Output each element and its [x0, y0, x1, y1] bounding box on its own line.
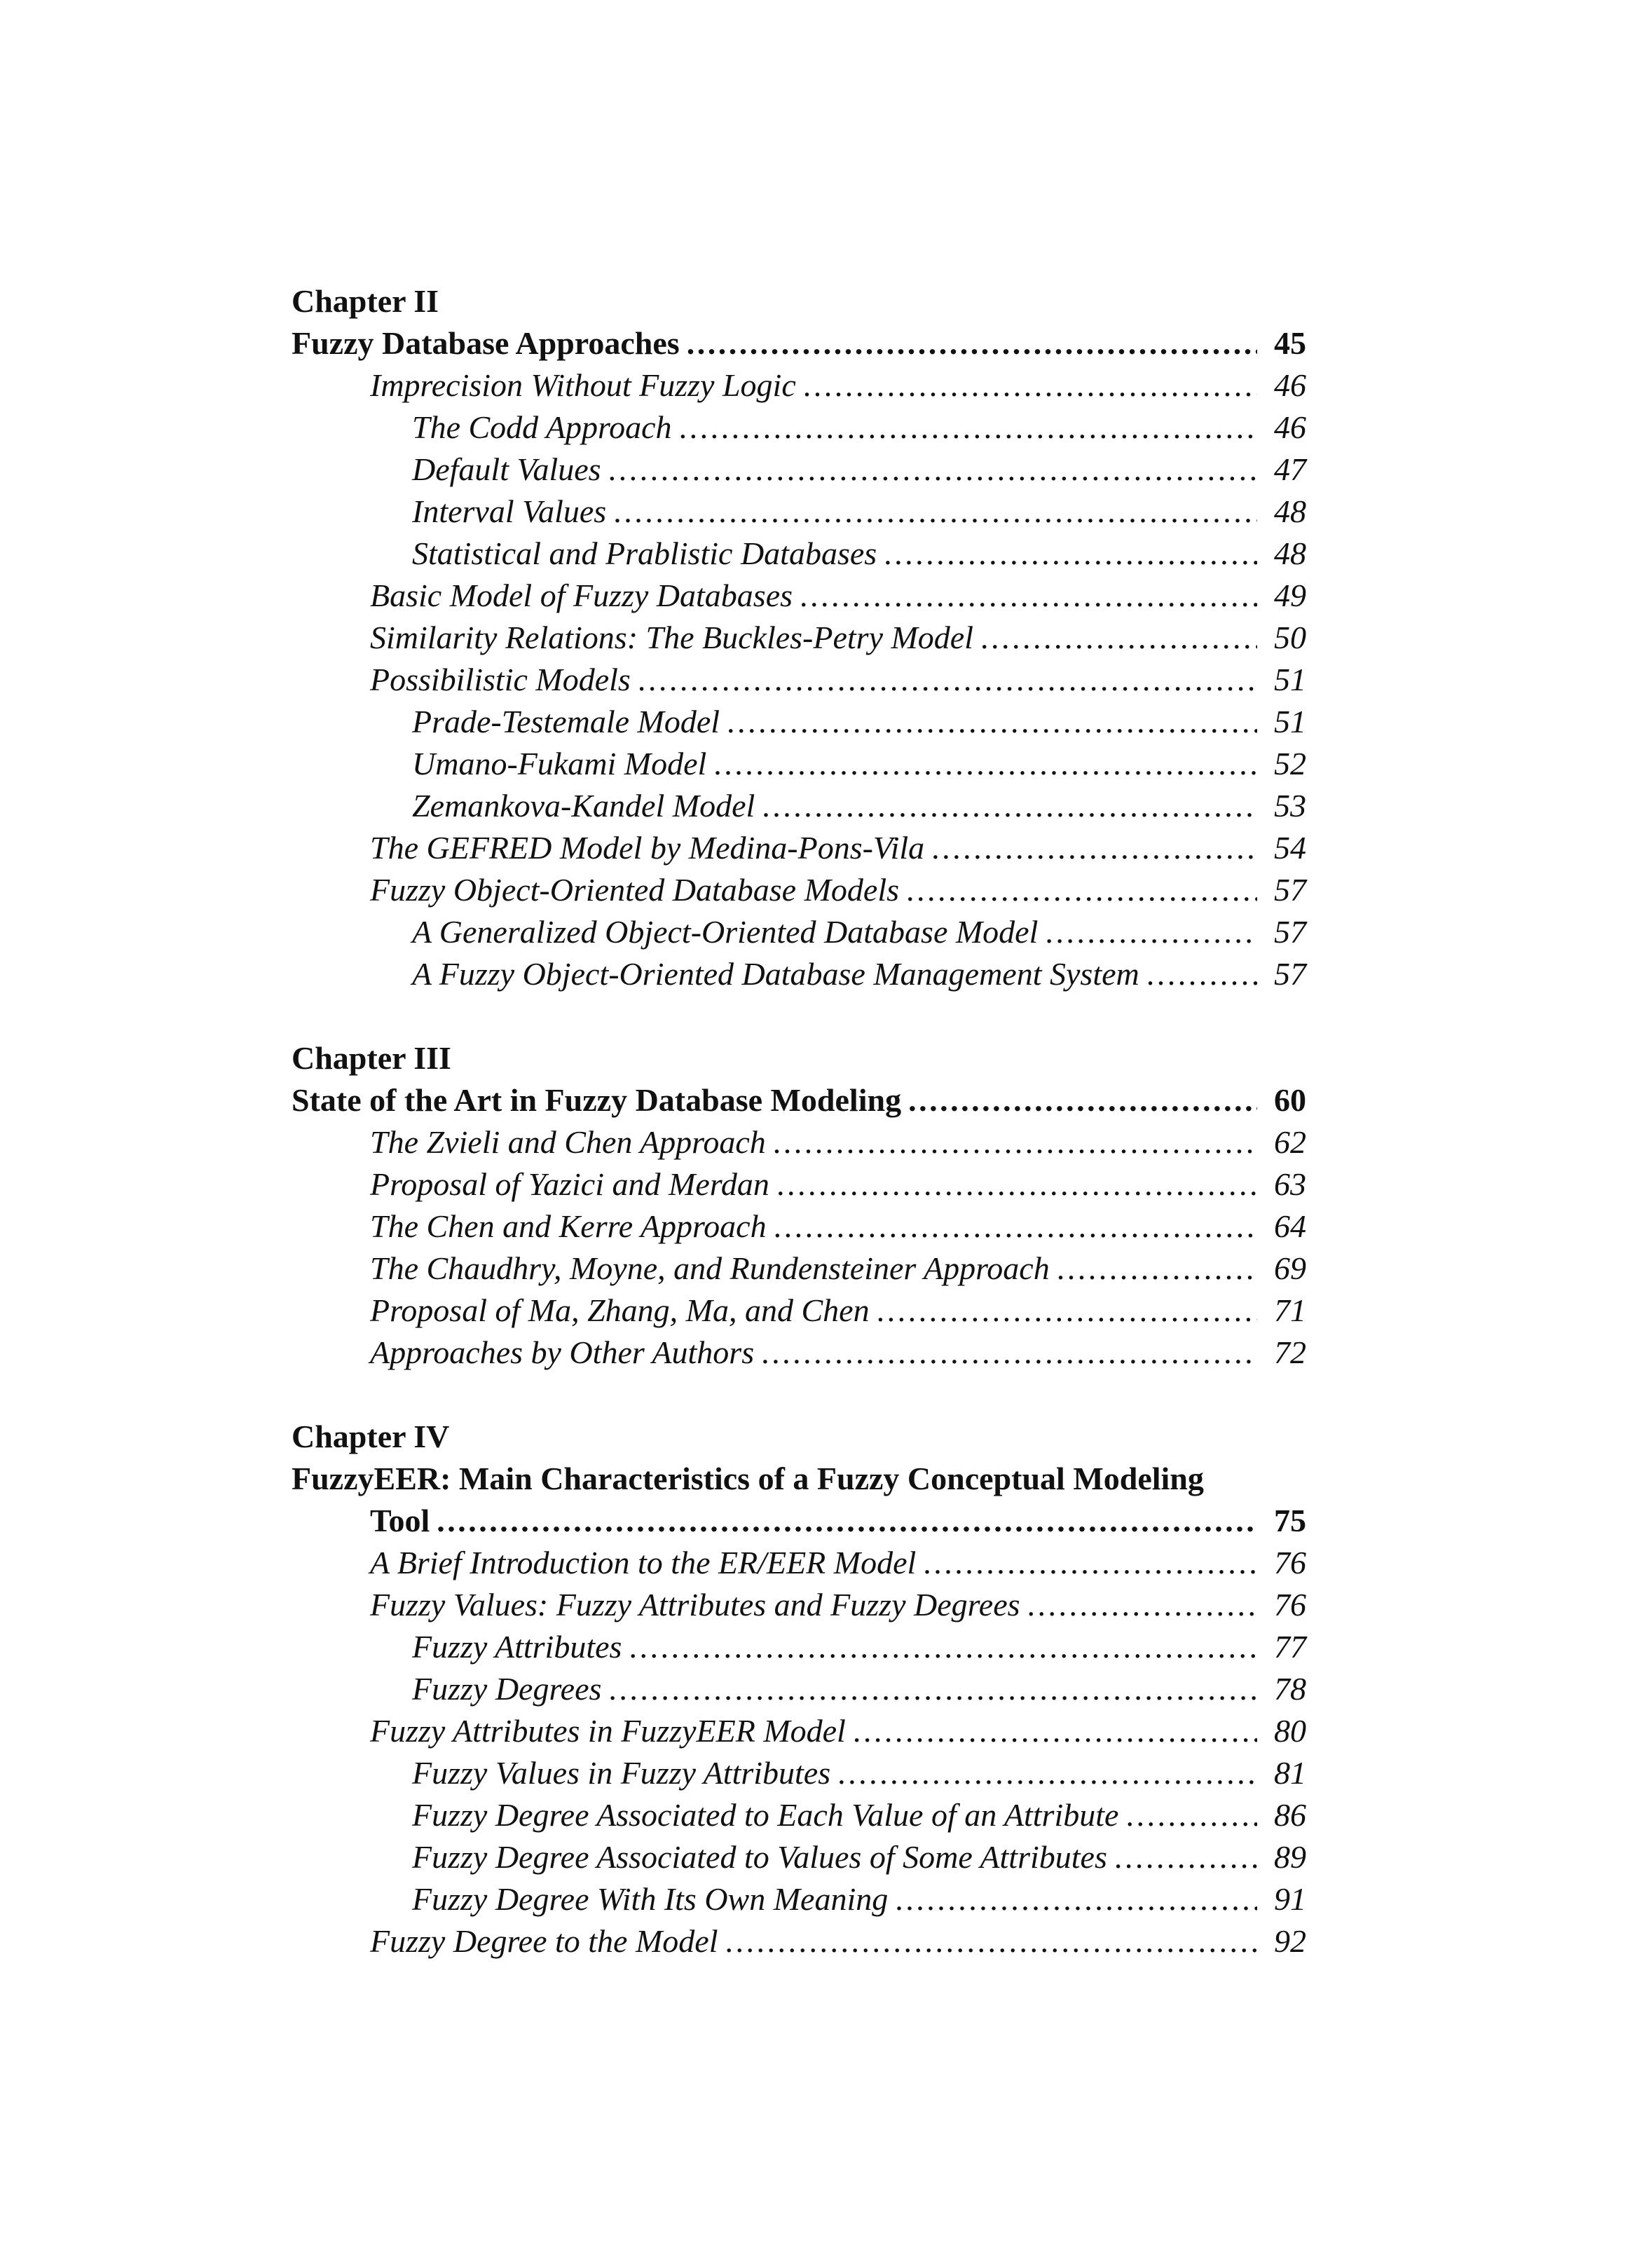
toc-entry[interactable] — [292, 1542, 1306, 1584]
toc-entry[interactable] — [292, 491, 1306, 533]
entry-title: Default Values — [412, 451, 601, 487]
page-number: 51 — [1274, 704, 1306, 739]
entry-title: Approaches by Other Authors — [370, 1334, 755, 1370]
dot-leader — [761, 1332, 1257, 1374]
entry-title: Fuzzy Degree With Its Own Meaning — [412, 1881, 889, 1917]
toc-entry[interactable] — [292, 1248, 1306, 1290]
toc-entry[interactable] — [292, 701, 1306, 743]
entry-title: Fuzzy Values: Fuzzy Attributes and Fuzzy Degrees — [370, 1587, 1020, 1623]
toc-entry[interactable] — [292, 1920, 1306, 1962]
dot-leader — [638, 659, 1257, 701]
dot-leader — [727, 701, 1257, 743]
toc-entry[interactable] — [292, 743, 1306, 785]
entry-title: The Zvieli and Chen Approach — [370, 1124, 766, 1160]
dot-leader — [773, 1121, 1257, 1163]
chapter-title-continued: Tool — [370, 1503, 430, 1538]
page-number: 80 — [1274, 1713, 1306, 1749]
toc-entry[interactable] — [292, 1163, 1306, 1205]
entry-title: Proposal of Ma, Zhang, Ma, and Chen — [370, 1292, 870, 1328]
dot-leader — [895, 1878, 1257, 1920]
chapter-title-row[interactable] — [292, 1500, 1306, 1542]
dot-leader — [1146, 953, 1257, 995]
chapter-title: State of the Art in Fuzzy Database Modeling — [292, 1082, 902, 1118]
page-number: 49 — [1274, 578, 1306, 613]
entry-title: The GEFRED Model by Medina-Pons-Vila — [370, 830, 925, 866]
toc-entry[interactable] — [292, 364, 1306, 407]
page-number: 45 — [1274, 325, 1306, 361]
toc-entry[interactable] — [292, 1626, 1306, 1668]
page-number: 46 — [1274, 367, 1306, 403]
chapter-title: Fuzzy Database Approaches — [292, 325, 680, 361]
dot-leader — [1114, 1836, 1257, 1878]
page-number: 75 — [1274, 1503, 1306, 1538]
toc-entry[interactable] — [292, 911, 1306, 953]
dot-leader — [877, 1290, 1257, 1332]
entry-title: Fuzzy Degree Associated to Values of Some Attributes — [412, 1839, 1107, 1875]
chapter-label: Chapter III — [292, 1040, 451, 1076]
dot-leader — [687, 322, 1257, 364]
toc-entry[interactable] — [292, 617, 1306, 659]
dot-leader — [1027, 1584, 1257, 1626]
page-number: 78 — [1274, 1671, 1306, 1707]
page-number: 54 — [1274, 830, 1306, 866]
dot-leader — [713, 743, 1257, 785]
dot-leader — [1045, 911, 1257, 953]
dot-leader — [1125, 1794, 1257, 1836]
page-number: 52 — [1274, 746, 1306, 781]
page-number: 53 — [1274, 788, 1306, 824]
dot-leader — [980, 617, 1257, 659]
page-number: 51 — [1274, 662, 1306, 697]
page-number: 63 — [1274, 1166, 1306, 1202]
dot-leader — [608, 449, 1257, 491]
dot-leader — [613, 491, 1257, 533]
entry-title: A Generalized Object-Oriented Database Model — [412, 914, 1039, 950]
page-number: 48 — [1274, 535, 1306, 571]
toc-entry[interactable] — [292, 1290, 1306, 1332]
toc-entry[interactable] — [292, 1584, 1306, 1626]
chapter-label: Chapter IV — [292, 1419, 450, 1454]
chapter-title-row[interactable] — [292, 1079, 1306, 1121]
dot-leader — [1057, 1248, 1257, 1290]
entry-title: The Chaudhry, Moyne, and Rundensteiner Approach — [370, 1250, 1050, 1286]
toc-entry[interactable] — [292, 1205, 1306, 1248]
dot-leader — [884, 533, 1257, 575]
chapter-iii — [292, 1037, 1306, 1374]
entry-title: Possibilistic Models — [370, 662, 631, 697]
page-number: 62 — [1274, 1124, 1306, 1160]
page-number: 46 — [1274, 409, 1306, 445]
toc-entry[interactable] — [292, 1878, 1306, 1920]
toc-entry[interactable] — [292, 407, 1306, 449]
entry-title: Fuzzy Degree Associated to Each Value of an Attribute — [412, 1797, 1119, 1833]
dot-leader — [679, 407, 1257, 449]
toc-entry[interactable] — [292, 869, 1306, 911]
page-number: 71 — [1274, 1292, 1306, 1328]
entry-title: Fuzzy Values in Fuzzy Attributes — [412, 1755, 831, 1791]
entry-title: Umano-Fukami Model — [412, 746, 707, 781]
entry-title: Fuzzy Attributes — [412, 1629, 622, 1665]
page-number: 69 — [1274, 1250, 1306, 1286]
entry-title: Basic Model of Fuzzy Databases — [370, 578, 793, 613]
toc-entry[interactable] — [292, 659, 1306, 701]
entry-title: Imprecision Without Fuzzy Logic — [370, 367, 796, 403]
entry-title: Fuzzy Attributes in FuzzyEER Model — [370, 1713, 846, 1749]
dot-leader — [437, 1500, 1257, 1542]
page-number: 77 — [1274, 1629, 1306, 1665]
entry-title: The Chen and Kerre Approach — [370, 1208, 767, 1244]
page-number: 89 — [1274, 1839, 1306, 1875]
toc-entry[interactable] — [292, 1710, 1306, 1752]
toc-entry[interactable] — [292, 449, 1306, 491]
dot-leader — [774, 1205, 1257, 1248]
page-number: 50 — [1274, 620, 1306, 655]
chapter-label: Chapter II — [292, 283, 439, 319]
page-number: 48 — [1274, 493, 1306, 529]
toc-entry[interactable] — [292, 1794, 1306, 1836]
page-number: 72 — [1274, 1334, 1306, 1370]
toc-entry[interactable] — [292, 1121, 1306, 1163]
dot-leader — [931, 827, 1257, 869]
entry-title: A Fuzzy Object-Oriented Database Management System — [412, 956, 1139, 992]
toc-entry[interactable] — [292, 533, 1306, 575]
entry-title: Zemankova-Kandel Model — [412, 788, 755, 824]
entry-title: A Brief Introduction to the ER/EER Model — [370, 1545, 917, 1580]
page-number: 86 — [1274, 1797, 1306, 1833]
page-number: 64 — [1274, 1208, 1306, 1244]
page-number: 92 — [1274, 1923, 1306, 1959]
entry-title: Statistical and Prablistic Databases — [412, 535, 877, 571]
dot-leader — [629, 1626, 1257, 1668]
dot-leader — [762, 785, 1257, 827]
toc-entry[interactable] — [292, 953, 1306, 995]
entry-title: The Codd Approach — [412, 409, 672, 445]
dot-leader — [837, 1752, 1257, 1794]
toc-entry[interactable] — [292, 827, 1306, 869]
dot-leader — [906, 869, 1257, 911]
chapter-title-row[interactable] — [292, 322, 1306, 364]
dot-leader — [853, 1710, 1257, 1752]
toc-entry[interactable] — [292, 1668, 1306, 1710]
entry-title: Fuzzy Degree to the Model — [370, 1923, 718, 1959]
dot-leader — [608, 1668, 1257, 1710]
page-number: 47 — [1274, 451, 1306, 487]
dot-leader — [923, 1542, 1257, 1584]
dot-leader — [803, 364, 1257, 407]
table-of-contents — [292, 280, 1306, 2004]
page-number: 60 — [1274, 1082, 1306, 1118]
entry-title: Fuzzy Object-Oriented Database Models — [370, 872, 900, 908]
toc-entry[interactable] — [292, 1332, 1306, 1374]
toc-entry[interactable] — [292, 785, 1306, 827]
entry-title: Prade-Testemale Model — [412, 704, 720, 739]
entry-title: Fuzzy Degrees — [412, 1671, 602, 1707]
page-number: 57 — [1274, 956, 1306, 992]
dot-leader — [800, 575, 1257, 617]
chapter-ii — [292, 280, 1306, 995]
page-number: 57 — [1274, 914, 1306, 950]
toc-entry[interactable] — [292, 1836, 1306, 1878]
toc-entry[interactable] — [292, 1752, 1306, 1794]
dot-leader — [725, 1920, 1257, 1962]
toc-entry[interactable] — [292, 575, 1306, 617]
page-number: 57 — [1274, 872, 1306, 908]
dot-leader — [908, 1079, 1257, 1121]
chapter-title: FuzzyEER: Main Characteristics of a Fuzzy Conceptual Modeling — [292, 1461, 1204, 1496]
dot-leader — [776, 1163, 1257, 1205]
entry-title: Proposal of Yazici and Merdan — [370, 1166, 769, 1202]
chapter-iv — [292, 1416, 1306, 1962]
page-number: 76 — [1274, 1545, 1306, 1580]
entry-title: Similarity Relations: The Buckles-Petry Model — [370, 620, 973, 655]
page-number: 81 — [1274, 1755, 1306, 1791]
page-number: 91 — [1274, 1881, 1306, 1917]
entry-title: Interval Values — [412, 493, 607, 529]
page-number: 76 — [1274, 1587, 1306, 1623]
